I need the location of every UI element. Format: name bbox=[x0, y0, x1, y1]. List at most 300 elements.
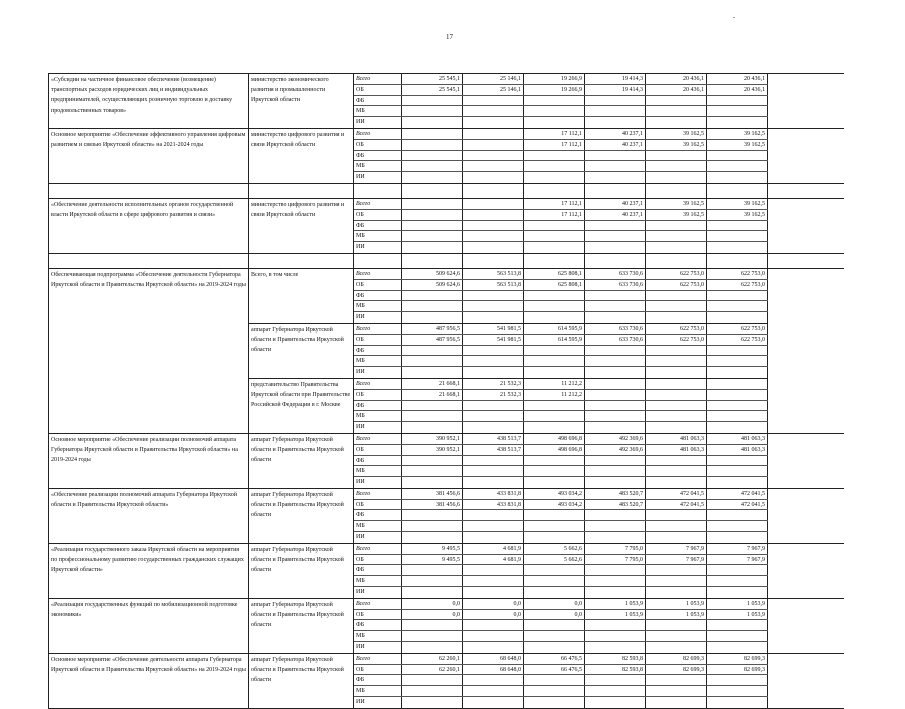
amount-cell bbox=[707, 422, 768, 433]
funding-source: ОБ bbox=[354, 335, 402, 345]
funding-source: ОБ bbox=[354, 280, 402, 290]
amount-cell bbox=[646, 510, 707, 520]
amount-cell bbox=[585, 242, 646, 253]
funding-source: ИИ bbox=[354, 587, 402, 598]
amount-cell bbox=[402, 401, 463, 411]
amount-cell bbox=[463, 199, 524, 209]
amount-cell bbox=[524, 587, 585, 598]
funding-row bbox=[354, 390, 768, 401]
funding-source: Всего bbox=[354, 74, 402, 84]
funding-row bbox=[354, 210, 768, 221]
amount-cell bbox=[646, 291, 707, 301]
amount-cell: 541 981,5 bbox=[463, 335, 524, 345]
executor-section bbox=[249, 544, 768, 598]
amount-cell bbox=[585, 356, 646, 366]
amount-cell bbox=[585, 576, 646, 586]
funding-row bbox=[354, 85, 768, 96]
amount-cell: 66 476,5 bbox=[524, 665, 585, 675]
executor-group bbox=[249, 199, 768, 253]
funding-row bbox=[354, 140, 768, 151]
amount-cell bbox=[402, 172, 463, 183]
amount-cell bbox=[646, 117, 707, 128]
amount-cell bbox=[402, 291, 463, 301]
amount-cell bbox=[463, 346, 524, 356]
amount-cell bbox=[585, 291, 646, 301]
amount-cell bbox=[524, 456, 585, 466]
amount-cell bbox=[707, 367, 768, 378]
amount-cell bbox=[585, 117, 646, 128]
executor-name: представительство Правительства Иркутской области при Правительстве Российской Федерации в г. Москве bbox=[249, 379, 354, 433]
amount-cell bbox=[463, 565, 524, 575]
amount-cell: 481 063,3 bbox=[707, 445, 768, 455]
amount-cell bbox=[524, 161, 585, 171]
amount-cell: 21 668,1 bbox=[402, 379, 463, 389]
funding-row bbox=[354, 242, 768, 253]
amount-cell: 40 237,1 bbox=[585, 129, 646, 139]
amount-cell bbox=[402, 161, 463, 171]
funding-row bbox=[354, 301, 768, 312]
program-name: «Реализация государственного заказа Иркутской области на мероприятия по профессиональному развитию государственных гражданских служащих Иркутской области» bbox=[49, 544, 249, 598]
amount-cell bbox=[524, 356, 585, 366]
amount-cell: 487 956,5 bbox=[402, 335, 463, 345]
executor-name: министерство цифрового развития и связи Иркутской области bbox=[249, 199, 354, 253]
amount-cell: 25 545,1 bbox=[402, 74, 463, 84]
amount-cell bbox=[646, 379, 707, 389]
amount-cell: 82 593,8 bbox=[585, 665, 646, 675]
funding-source: Всего bbox=[354, 599, 402, 609]
amount-cell bbox=[463, 242, 524, 253]
amount-cell: 25 545,1 bbox=[402, 85, 463, 95]
program-name: Основное мероприятие «Обеспечение эффективного управления цифровым развитием и связью Иркутской области» на 2021-2024 годы bbox=[49, 129, 249, 183]
funding-row bbox=[354, 129, 768, 140]
amount-cell bbox=[524, 401, 585, 411]
amount-cell: 563 513,8 bbox=[463, 269, 524, 279]
amount-cell bbox=[707, 466, 768, 476]
executor-section bbox=[249, 599, 768, 653]
amount-cell bbox=[402, 532, 463, 543]
program-block bbox=[49, 489, 844, 544]
program-name: «Реализация государственных функций по мобилизационной подготовке экономики» bbox=[49, 599, 249, 653]
amount-cell: 4 681,9 bbox=[463, 555, 524, 565]
amount-cell: 492 369,6 bbox=[585, 434, 646, 444]
amount-cell: 40 237,1 bbox=[585, 199, 646, 209]
amount-cell bbox=[585, 96, 646, 106]
blank-row bbox=[49, 184, 844, 199]
amount-cell bbox=[463, 210, 524, 220]
funding-source: МБ bbox=[354, 631, 402, 641]
amount-cell bbox=[707, 532, 768, 543]
amount-cell bbox=[524, 686, 585, 696]
amount-cell bbox=[463, 456, 524, 466]
amount-cell: 20 436,1 bbox=[646, 85, 707, 95]
amount-cell bbox=[402, 466, 463, 476]
program-name: Обеспечивающая подпрограмма «Обеспечение деятельности Губернатора Иркутской области и Правительства Иркутской области» на 2019-2024 годы bbox=[49, 269, 249, 433]
funding-row bbox=[354, 445, 768, 456]
amount-cell: 622 753,0 bbox=[646, 269, 707, 279]
executor-group bbox=[249, 599, 768, 653]
amount-cell: 20 436,1 bbox=[707, 74, 768, 84]
amount-cell: 7 967,9 bbox=[707, 555, 768, 565]
amount-cell: 0,0 bbox=[524, 610, 585, 620]
funding-row bbox=[354, 434, 768, 445]
amount-cell: 19 266,9 bbox=[524, 74, 585, 84]
amount-cell bbox=[585, 367, 646, 378]
funding-source: МБ bbox=[354, 356, 402, 366]
amount-cell bbox=[646, 367, 707, 378]
funding-row bbox=[354, 356, 768, 367]
amount-cell bbox=[585, 466, 646, 476]
page-number: 17 bbox=[446, 33, 453, 41]
amount-cell bbox=[707, 411, 768, 421]
amount-cell bbox=[585, 221, 646, 231]
amount-cell bbox=[402, 477, 463, 488]
executor-group bbox=[249, 489, 768, 543]
program-block bbox=[49, 269, 844, 434]
amount-cell: 9 495,5 bbox=[402, 555, 463, 565]
amount-cell bbox=[463, 117, 524, 128]
amount-cell bbox=[646, 422, 707, 433]
funding-source: ФБ bbox=[354, 565, 402, 575]
amount-cell bbox=[707, 231, 768, 241]
amount-cell: 481 063,3 bbox=[646, 445, 707, 455]
amount-cell: 17 112,1 bbox=[524, 129, 585, 139]
amount-cell: 483 520,7 bbox=[585, 500, 646, 510]
amount-cell bbox=[463, 291, 524, 301]
funding-row bbox=[354, 500, 768, 511]
amount-cell: 82 699,3 bbox=[707, 665, 768, 675]
amount-cell bbox=[463, 151, 524, 161]
amount-cell bbox=[402, 221, 463, 231]
funding-source: ОБ bbox=[354, 85, 402, 95]
amount-cell bbox=[463, 106, 524, 116]
amount-cell: 633 730,6 bbox=[585, 269, 646, 279]
amount-cell bbox=[463, 510, 524, 520]
amount-cell: 509 624,6 bbox=[402, 269, 463, 279]
amount-cell bbox=[646, 301, 707, 311]
amount-cell: 39 162,5 bbox=[646, 129, 707, 139]
amount-cell bbox=[402, 231, 463, 241]
executor-name: аппарат Губернатора Иркутской области и Правительства Иркутской области bbox=[249, 489, 354, 543]
funding-row bbox=[354, 686, 768, 697]
amount-cell: 20 436,1 bbox=[707, 85, 768, 95]
amount-cell bbox=[463, 620, 524, 630]
amount-cell bbox=[646, 532, 707, 543]
amount-cell bbox=[585, 675, 646, 685]
amount-cell: 633 730,6 bbox=[585, 280, 646, 290]
funding-source: ОБ bbox=[354, 610, 402, 620]
funding-row bbox=[354, 631, 768, 642]
amount-cell bbox=[585, 301, 646, 311]
amount-cell: 1 053,9 bbox=[707, 610, 768, 620]
amount-cell: 0,0 bbox=[402, 610, 463, 620]
amount-cell bbox=[402, 210, 463, 220]
amount-cell: 433 831,8 bbox=[463, 500, 524, 510]
funding-row bbox=[354, 401, 768, 412]
amount-cell bbox=[463, 642, 524, 653]
amount-cell: 11 212,2 bbox=[524, 379, 585, 389]
funding-row bbox=[354, 697, 768, 708]
amount-cell: 39 162,5 bbox=[707, 199, 768, 209]
amount-cell: 633 730,6 bbox=[585, 324, 646, 334]
executor-group bbox=[249, 544, 768, 598]
amount-cell: 19 414,3 bbox=[585, 85, 646, 95]
amount-cell bbox=[707, 96, 768, 106]
executor-section bbox=[249, 269, 768, 324]
executor-section bbox=[249, 489, 768, 543]
executor-section bbox=[249, 129, 768, 183]
executor-name: аппарат Губернатора Иркутской области и Правительства Иркутской области bbox=[249, 434, 354, 488]
program-name: «Обеспечение деятельности исполнительных органов государственной власти Иркутской области в сфере цифрового развития и связи» bbox=[49, 199, 249, 253]
funding-source: ОБ bbox=[354, 500, 402, 510]
funding-row bbox=[354, 665, 768, 676]
amount-cell bbox=[463, 576, 524, 586]
program-name: «Субсидии на частичное финансовое обеспечение (возмещение) транспортных расходов юридических лиц и индивидуальных предпринимателей, осуществляющих розничную торговлю и доставку продовольственных товаров» bbox=[49, 74, 249, 128]
amount-cell bbox=[402, 620, 463, 630]
funding-source: ОБ bbox=[354, 445, 402, 455]
funding-source: МБ bbox=[354, 521, 402, 531]
funding-source: ИИ bbox=[354, 367, 402, 378]
funding-row bbox=[354, 544, 768, 555]
funding-row bbox=[354, 269, 768, 280]
amount-cell: 39 162,5 bbox=[707, 140, 768, 150]
amount-cell bbox=[707, 242, 768, 253]
funding-row bbox=[354, 510, 768, 521]
amount-cell: 438 513,7 bbox=[463, 445, 524, 455]
funding-source: МБ bbox=[354, 576, 402, 586]
amount-cell bbox=[646, 221, 707, 231]
funding-source: ИИ bbox=[354, 532, 402, 543]
amount-cell bbox=[707, 456, 768, 466]
blank-row bbox=[49, 254, 844, 269]
executor-name: аппарат Губернатора Иркутской области и Правительства Иркутской области bbox=[249, 324, 354, 378]
amount-cell: 1 053,9 bbox=[646, 599, 707, 609]
funding-row bbox=[354, 587, 768, 598]
budget-table bbox=[48, 73, 844, 709]
amount-cell bbox=[524, 291, 585, 301]
amount-cell bbox=[585, 346, 646, 356]
funding-source: Всего bbox=[354, 379, 402, 389]
amount-cell bbox=[402, 117, 463, 128]
amount-cell: 25 146,1 bbox=[463, 85, 524, 95]
funding-source: Всего bbox=[354, 269, 402, 279]
amount-cell bbox=[463, 697, 524, 708]
amount-cell bbox=[646, 576, 707, 586]
amount-cell: 498 696,8 bbox=[524, 434, 585, 444]
amount-cell bbox=[463, 411, 524, 421]
funding-row bbox=[354, 642, 768, 653]
amount-cell bbox=[463, 221, 524, 231]
funding-source: ФБ bbox=[354, 401, 402, 411]
amount-cell bbox=[524, 620, 585, 630]
amount-cell: 17 112,1 bbox=[524, 210, 585, 220]
amount-cell bbox=[402, 521, 463, 531]
amount-cell bbox=[707, 390, 768, 400]
amount-cell: 0,0 bbox=[402, 599, 463, 609]
amount-cell bbox=[707, 106, 768, 116]
funding-row bbox=[354, 576, 768, 587]
funding-source: ФБ bbox=[354, 675, 402, 685]
amount-cell: 614 595,9 bbox=[524, 324, 585, 334]
funding-row bbox=[354, 312, 768, 323]
amount-cell bbox=[707, 686, 768, 696]
funding-source: ИИ bbox=[354, 642, 402, 653]
amount-cell bbox=[707, 565, 768, 575]
amount-cell bbox=[646, 242, 707, 253]
amount-cell: 492 369,6 bbox=[585, 445, 646, 455]
amount-cell bbox=[707, 697, 768, 708]
program-block bbox=[49, 544, 844, 599]
funding-row bbox=[354, 422, 768, 433]
amount-cell bbox=[463, 466, 524, 476]
amount-cell: 0,0 bbox=[524, 599, 585, 609]
amount-cell: 21 532,3 bbox=[463, 379, 524, 389]
executor-section bbox=[249, 654, 768, 708]
amount-cell bbox=[707, 117, 768, 128]
amount-cell bbox=[463, 161, 524, 171]
amount-cell bbox=[585, 401, 646, 411]
executor-section bbox=[249, 324, 768, 379]
funding-row bbox=[354, 599, 768, 610]
amount-cell: 509 624,6 bbox=[402, 280, 463, 290]
amount-cell: 39 162,5 bbox=[646, 210, 707, 220]
amount-cell bbox=[524, 576, 585, 586]
amount-cell bbox=[463, 356, 524, 366]
amount-cell bbox=[402, 565, 463, 575]
amount-cell bbox=[707, 172, 768, 183]
executor-group bbox=[249, 129, 768, 183]
funding-row bbox=[354, 291, 768, 302]
amount-cell bbox=[646, 231, 707, 241]
executor-group bbox=[249, 269, 768, 433]
amount-cell: 11 212,2 bbox=[524, 390, 585, 400]
amount-cell bbox=[463, 140, 524, 150]
amount-cell: 7 795,0 bbox=[585, 544, 646, 554]
executor-section bbox=[249, 199, 768, 253]
amount-cell: 39 162,5 bbox=[707, 210, 768, 220]
executor-section bbox=[249, 74, 768, 128]
funding-source: Всего bbox=[354, 489, 402, 499]
amount-cell: 563 513,8 bbox=[463, 280, 524, 290]
amount-cell: 622 753,0 bbox=[646, 335, 707, 345]
amount-cell bbox=[402, 510, 463, 520]
amount-cell: 633 730,6 bbox=[585, 335, 646, 345]
amount-cell: 622 753,0 bbox=[707, 269, 768, 279]
funding-source: ОБ bbox=[354, 665, 402, 675]
funding-row bbox=[354, 532, 768, 543]
amount-cell: 625 808,1 bbox=[524, 280, 585, 290]
executor-name: министерство цифрового развития и связи Иркутской области bbox=[249, 129, 354, 183]
amount-cell bbox=[707, 221, 768, 231]
amount-cell bbox=[707, 401, 768, 411]
amount-cell bbox=[402, 129, 463, 139]
amount-cell bbox=[585, 620, 646, 630]
program-block bbox=[49, 654, 844, 709]
amount-cell: 487 956,5 bbox=[402, 324, 463, 334]
funding-source: ОБ bbox=[354, 210, 402, 220]
amount-cell bbox=[646, 96, 707, 106]
amount-cell bbox=[463, 401, 524, 411]
amount-cell bbox=[707, 291, 768, 301]
amount-cell bbox=[463, 312, 524, 323]
funding-source: МБ bbox=[354, 301, 402, 311]
amount-cell: 0,0 bbox=[463, 599, 524, 609]
amount-cell: 1 053,9 bbox=[585, 610, 646, 620]
funding-source: ФБ bbox=[354, 510, 402, 520]
amount-cell bbox=[646, 565, 707, 575]
amount-cell: 5 662,6 bbox=[524, 555, 585, 565]
amount-cell bbox=[585, 642, 646, 653]
amount-cell bbox=[585, 697, 646, 708]
amount-cell bbox=[585, 532, 646, 543]
funding-row bbox=[354, 221, 768, 232]
amount-cell bbox=[585, 379, 646, 389]
funding-row bbox=[354, 346, 768, 357]
funding-source: ИИ bbox=[354, 697, 402, 708]
amount-cell bbox=[646, 106, 707, 116]
amount-cell: 390 952,1 bbox=[402, 445, 463, 455]
amount-cell: 7 795,0 bbox=[585, 555, 646, 565]
amount-cell bbox=[646, 401, 707, 411]
amount-cell bbox=[402, 422, 463, 433]
amount-cell: 68 648,0 bbox=[463, 665, 524, 675]
amount-cell: 17 112,1 bbox=[524, 199, 585, 209]
funding-source: ФБ bbox=[354, 96, 402, 106]
amount-cell: 21 668,1 bbox=[402, 390, 463, 400]
amount-cell bbox=[585, 106, 646, 116]
program-block bbox=[49, 434, 844, 489]
amount-cell bbox=[463, 367, 524, 378]
funding-source: ФБ bbox=[354, 221, 402, 231]
amount-cell bbox=[707, 642, 768, 653]
amount-cell bbox=[402, 697, 463, 708]
amount-cell: 39 162,5 bbox=[646, 140, 707, 150]
amount-cell: 622 753,0 bbox=[707, 335, 768, 345]
amount-cell bbox=[646, 172, 707, 183]
amount-cell: 40 237,1 bbox=[585, 140, 646, 150]
amount-cell bbox=[707, 521, 768, 531]
amount-cell bbox=[646, 697, 707, 708]
amount-cell bbox=[646, 346, 707, 356]
amount-cell bbox=[402, 140, 463, 150]
amount-cell: 493 034,2 bbox=[524, 489, 585, 499]
executor-name: аппарат Губернатора Иркутской области и Правительства Иркутской области bbox=[249, 654, 354, 708]
amount-cell bbox=[524, 565, 585, 575]
funding-row bbox=[354, 161, 768, 172]
amount-cell bbox=[402, 642, 463, 653]
funding-row bbox=[354, 106, 768, 117]
scan-mark bbox=[733, 17, 735, 18]
amount-cell: 40 237,1 bbox=[585, 210, 646, 220]
amount-cell: 68 648,0 bbox=[463, 654, 524, 664]
executor-section bbox=[249, 379, 768, 433]
funding-source: Всего bbox=[354, 199, 402, 209]
amount-cell bbox=[524, 346, 585, 356]
amount-cell: 481 063,3 bbox=[646, 434, 707, 444]
funding-source: Всего bbox=[354, 544, 402, 554]
amount-cell bbox=[402, 242, 463, 253]
amount-cell: 472 041,5 bbox=[646, 489, 707, 499]
amount-cell bbox=[402, 576, 463, 586]
amount-cell bbox=[646, 620, 707, 630]
amount-cell bbox=[585, 161, 646, 171]
funding-row bbox=[354, 172, 768, 183]
funding-row bbox=[354, 411, 768, 422]
amount-cell: 19 266,9 bbox=[524, 85, 585, 95]
amount-cell bbox=[524, 422, 585, 433]
funding-row bbox=[354, 565, 768, 576]
amount-cell: 62 260,1 bbox=[402, 665, 463, 675]
funding-source: ОБ bbox=[354, 555, 402, 565]
